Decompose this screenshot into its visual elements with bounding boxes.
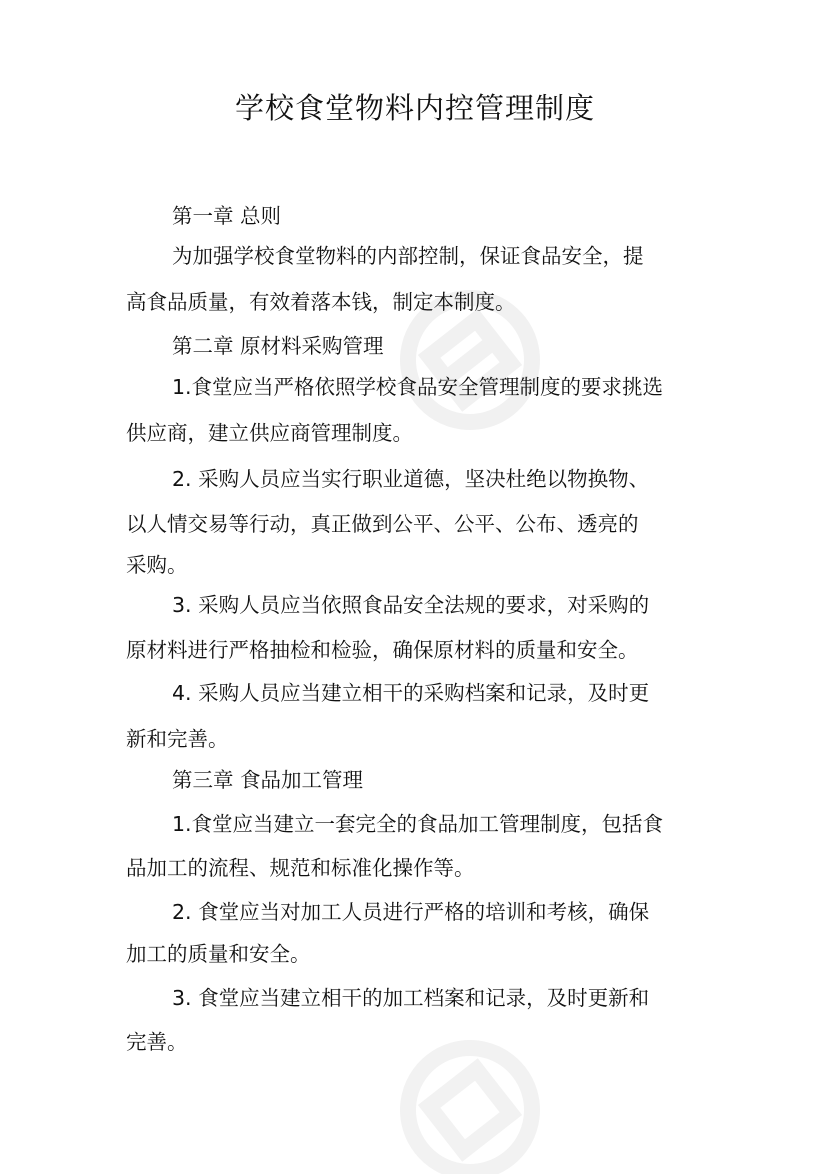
paragraph-line: 3. 食堂应当建立相干的加工档案和记录，及时更新和 bbox=[172, 986, 650, 1010]
paragraph-line: 1.食堂应当建立一套完全的食品加工管理制度，包括食 bbox=[172, 812, 664, 836]
paragraph-line: 采购。 bbox=[126, 553, 188, 577]
paragraph-line: 2. 食堂应当对加工人员进行严格的培训和考核，确保 bbox=[172, 900, 650, 924]
paragraph-line: 4. 采购人员应当建立相干的采购档案和记录，及时更 bbox=[172, 681, 650, 705]
paragraph-line: 2. 采购人员应当实行职业道德，坚决杜绝以物换物、 bbox=[172, 467, 650, 491]
paragraph-line: 完善。 bbox=[126, 1030, 188, 1054]
paragraph-line: 品加工的流程、规范和标准化操作等。 bbox=[126, 856, 475, 880]
paragraph-line: 原材料进行严格抽检和检验，确保原材料的质量和安全。 bbox=[126, 638, 639, 662]
paragraph-line: 新和完善。 bbox=[126, 727, 229, 751]
page-title: 学校食堂物料内控管理制度 bbox=[234, 91, 595, 125]
paragraph-line: 加工的质量和安全。 bbox=[126, 942, 311, 966]
paragraph-line: 以人情交易等行动，真正做到公平、公平、公布、透亮的 bbox=[126, 512, 639, 536]
chapter-2-heading: 第二章 原材料采购管理 bbox=[172, 334, 384, 358]
paragraph-line: 为加强学校食堂物料的内部控制，保证食品安全，提 bbox=[172, 244, 644, 268]
paragraph-line: 3. 采购人员应当依照食品安全法规的要求，对采购的 bbox=[172, 593, 650, 617]
chapter-1-heading: 第一章 总则 bbox=[172, 204, 282, 228]
paragraph-line: 高食品质量，有效着落本钱，制定本制度。 bbox=[126, 290, 516, 314]
paragraph-line: 供应商，建立供应商管理制度。 bbox=[126, 421, 413, 445]
chapter-3-heading: 第三章 食品加工管理 bbox=[172, 768, 364, 792]
paragraph-line: 1.食堂应当严格依照学校食品安全管理制度的要求挑选 bbox=[172, 375, 664, 399]
